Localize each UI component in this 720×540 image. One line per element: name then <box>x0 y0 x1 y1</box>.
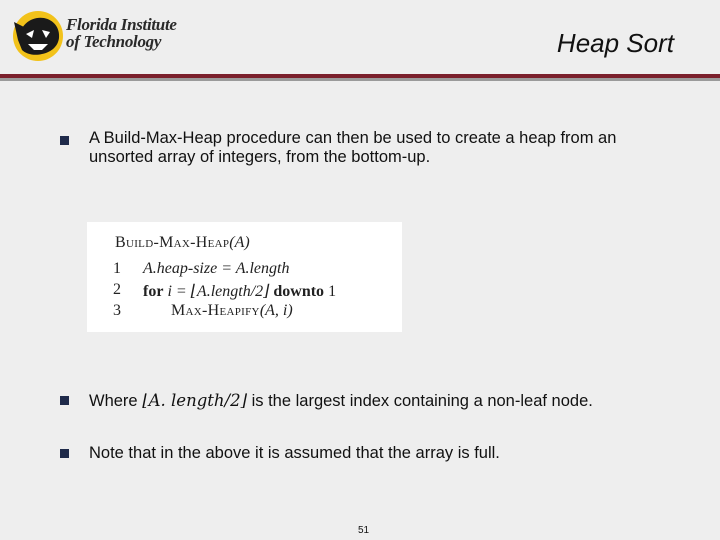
page-number: 51 <box>358 525 370 536</box>
pseudocode-header: Build-Max-Heap(A) <box>115 234 250 251</box>
pseudocode-line-1: 1 A.heap-size = A.length <box>113 260 290 277</box>
header-rule-shadow <box>0 78 720 81</box>
bullet-text-2: Where ⌊A. length/2⌋ is the largest index containing a non-leaf node. <box>89 391 593 410</box>
bullet-text-3: Note that in the above it is assumed that the array is full. <box>89 444 500 462</box>
panther-emblem-icon <box>12 10 64 62</box>
pseudocode-line-3: 3 Max-Heapify(A, i) <box>113 302 293 319</box>
institution-logo <box>12 10 182 66</box>
build-max-heap-pseudocode <box>87 222 402 332</box>
slide-title: Heap Sort <box>556 28 674 58</box>
institution-name: Florida Institute of Technology <box>66 15 177 51</box>
bullet-marker <box>60 449 69 458</box>
bullet-marker <box>60 136 69 145</box>
bullet-text-1: A Build-Max-Heap procedure can then be used to create a heap from an unsorted array of integers, from the bottom-up. <box>89 129 617 166</box>
bullet-marker <box>60 396 69 405</box>
pseudocode-line-2: 2 for i = ⌊A.length/2⌋ downto 1 <box>113 281 337 300</box>
